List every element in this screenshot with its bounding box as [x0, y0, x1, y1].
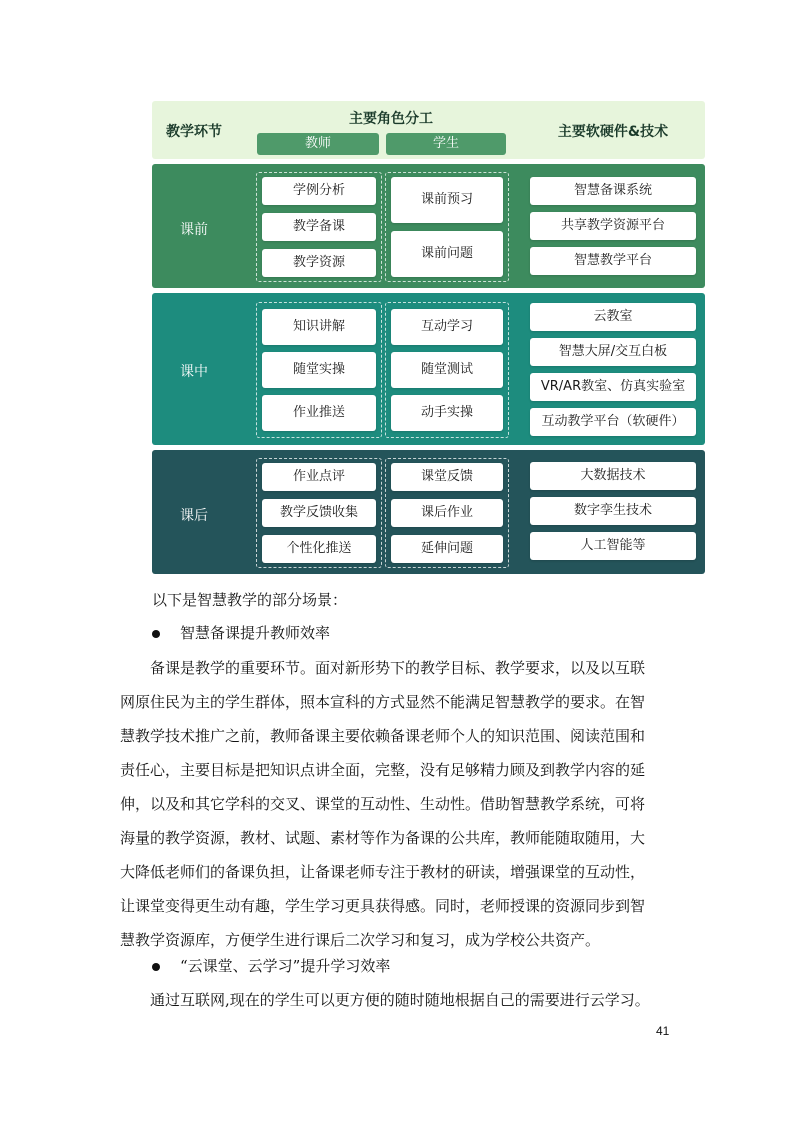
bullet-dot-icon — [152, 963, 160, 971]
student-task-box: 动手实操 — [391, 395, 503, 431]
teacher-task-box: 教学备课 — [262, 213, 376, 241]
tech-box: 互动教学平台（软硬件） — [530, 408, 696, 436]
student-task-box: 随堂测试 — [391, 352, 503, 388]
teacher-task-box: 教学资源 — [262, 249, 376, 277]
tech-box: 智慧备课系统 — [530, 177, 696, 205]
header-stage-label: 教学环节 — [166, 124, 222, 140]
stage-label: 课后 — [180, 508, 208, 524]
bullet-text: “云课堂、云学习”提升学习效率 — [180, 957, 391, 975]
tech-box: 共享教学资源平台 — [530, 212, 696, 240]
row-in-class — [152, 293, 705, 445]
teacher-task-box: 知识讲解 — [262, 309, 376, 345]
paragraph-line: 慧教学资源库，方便学生进行课后二次学习和复习，成为学校公共资产。 — [120, 931, 601, 949]
tech-box: 智慧大屏/交互白板 — [530, 338, 696, 366]
bullet-text: 智慧备课提升教师效率 — [180, 624, 331, 642]
paragraph-line: 海量的教学资源，教材、试题、素材等作为备课的公共库，教师能随取随用，大 — [120, 829, 646, 847]
student-task-box: 课前预习 — [391, 177, 503, 223]
student-column — [385, 172, 509, 282]
student-task-box: 课后作业 — [391, 499, 503, 527]
row-after-class — [152, 450, 705, 574]
teaching-diagram — [152, 101, 705, 574]
header-tech-label: 主要软硬件&技术 — [557, 124, 669, 140]
paragraph-line: 让课堂变得更生动有趣，学生学习更具获得感。同时，老师授课的资源同步到智 — [120, 897, 646, 915]
paragraph — [120, 651, 680, 957]
tech-box: 人工智能等 — [530, 532, 696, 560]
stage-label: 课前 — [180, 222, 208, 238]
tech-box: 云教室 — [530, 303, 696, 331]
teacher-column — [256, 458, 382, 568]
student-task-box: 课前问题 — [391, 231, 503, 277]
intro-text: 以下是智慧教学的部分场景： — [152, 591, 348, 609]
paragraph-line: 网原住民为主的学生群体，照本宣科的方式显然不能满足智慧教学的要求。在智 — [120, 693, 646, 711]
paragraph-line: 备课是教学的重要环节。面对新形势下的教学目标、教学要求，以及以互联 — [150, 659, 646, 677]
paragraph-line: 大降低老师们的备课负担，让备课老师专注于教材的研读，增强课堂的互动性， — [120, 863, 646, 881]
paragraph-line: 责任心，主要目标是把知识点讲全面，完整，没有足够精力顾及到教学内容的延 — [120, 761, 646, 779]
header-roles-label: 主要角色分工 — [349, 111, 433, 127]
teacher-task-box: 随堂实操 — [262, 352, 376, 388]
teacher-column — [256, 172, 382, 282]
page-number: 41 — [656, 1024, 670, 1038]
bullet-dot-icon — [152, 630, 160, 638]
tech-box: 数字孪生技术 — [530, 497, 696, 525]
tech-box: VR/AR教室、仿真实验室 — [530, 373, 696, 401]
student-column — [385, 458, 509, 568]
bullet-item — [152, 622, 330, 643]
tech-box: 智慧教学平台 — [530, 247, 696, 275]
teacher-task-box: 教学反馈收集 — [262, 499, 376, 527]
row-before-class — [152, 164, 705, 288]
student-task-box: 课堂反馈 — [391, 463, 503, 491]
teacher-task-box: 个性化推送 — [262, 535, 376, 563]
header-student-pill: 学生 — [386, 133, 506, 155]
student-column — [385, 302, 509, 438]
paragraph-line: 伸，以及和其它学科的交叉、课堂的互动性、生动性。借助智慧教学系统，可将 — [120, 795, 646, 813]
stage-label: 课中 — [180, 364, 208, 380]
header-teacher-pill: 教师 — [257, 133, 379, 155]
tech-box: 大数据技术 — [530, 462, 696, 490]
teacher-task-box: 作业点评 — [262, 463, 376, 491]
teacher-task-box: 学例分析 — [262, 177, 376, 205]
diagram-header — [152, 101, 705, 159]
teacher-task-box: 作业推送 — [262, 395, 376, 431]
teacher-column — [256, 302, 382, 438]
paragraph-line: 慧教学技术推广之前，教师备课主要依赖备课老师个人的知识范围、阅读范围和 — [120, 727, 646, 745]
paragraph: 通过互联网,现在的学生可以更方便的随时随地根据自己的需要进行云学习。 — [150, 991, 650, 1009]
student-task-box: 互动学习 — [391, 309, 503, 345]
student-task-box: 延伸问题 — [391, 535, 503, 563]
bullet-item — [152, 955, 390, 976]
